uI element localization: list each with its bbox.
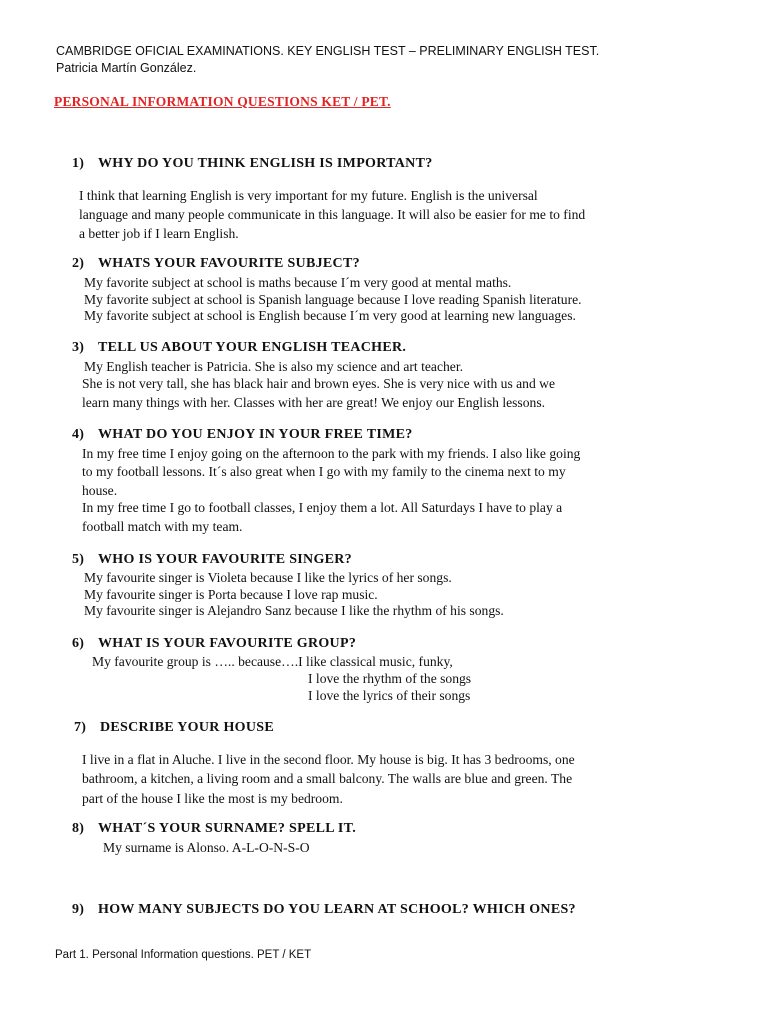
question-text: HOW MANY SUBJECTS DO YOU LEARN AT SCHOOL? WHICH ONES? — [98, 902, 576, 917]
question-6 — [72, 636, 356, 652]
question-text: WHY DO YOU THINK ENGLISH IS IMPORTANT? — [98, 156, 433, 171]
question-3 — [72, 340, 406, 356]
question-number: 8) — [72, 821, 85, 836]
answer-3-line-1: My English teacher is Patricia. She is also my science and art teacher. — [84, 359, 463, 374]
question-number: 5) — [72, 552, 85, 567]
question-text: WHAT DO YOU ENJOY IN YOUR FREE TIME? — [98, 427, 413, 442]
question-9 — [72, 902, 576, 918]
question-7 — [74, 720, 274, 736]
answer-7-line-2: bathroom, a kitchen, a living room and a small balcony. The walls are blue and green. The — [82, 771, 573, 786]
question-number: 4) — [72, 427, 85, 442]
question-text: WHATS YOUR FAVOURITE SUBJECT? — [98, 256, 360, 271]
question-number: 1) — [72, 156, 85, 171]
answer-6-line-3: I love the lyrics of their songs — [308, 688, 471, 703]
page-footer: Part 1. Personal Information questions. PET / KET — [55, 949, 312, 961]
question-number: 2) — [72, 256, 85, 271]
question-number: 7) — [74, 720, 87, 735]
question-2 — [72, 256, 360, 272]
answer-2-line-2: My favorite subject at school is Spanish language because I love reading Spanish literature. — [84, 292, 582, 307]
answer-3-line-3: learn many things with her. Classes with her are great! We enjoy our English lessons. — [82, 395, 546, 410]
question-text: WHAT´S YOUR SURNAME? SPELL IT. — [98, 821, 357, 836]
question-text: WHAT IS YOUR FAVOURITE GROUP? — [98, 636, 357, 651]
answer-5-line-2: My favourite singer is Porta because I love rap music. — [84, 587, 378, 602]
question-text: WHO IS YOUR FAVOURITE SINGER? — [98, 552, 352, 567]
answer-1-line-3: a better job if I learn English. — [79, 226, 239, 241]
question-text: DESCRIBE YOUR HOUSE — [100, 720, 274, 735]
question-text: TELL US ABOUT YOUR ENGLISH TEACHER. — [98, 340, 407, 355]
answer-1-line-1: I think that learning English is very important for my future. English is the universal — [79, 188, 538, 203]
question-number: 3) — [72, 340, 85, 355]
page-title: PERSONAL INFORMATION QUESTIONS KET / PET. — [54, 94, 391, 109]
question-8 — [72, 821, 356, 837]
question-4 — [72, 427, 413, 443]
answer-3-line-2: She is not very tall, she has black hair and brown eyes. She is very nice with us and we — [82, 376, 556, 391]
question-5 — [72, 552, 352, 568]
answer-4-line-3: house. — [82, 483, 118, 498]
question-number: 6) — [72, 636, 85, 651]
document-header-line-1: CAMBRIDGE OFICIAL EXAMINATIONS. KEY ENGLISH TEST – PRELIMINARY ENGLISH TEST. — [56, 44, 600, 58]
answer-8-line-1: My surname is Alonso. A-L-O-N-S-O — [103, 840, 310, 855]
answer-6-line-2: I love the rhythm of the songs — [308, 671, 472, 686]
answer-7-line-1: I live in a flat in Aluche. I live in the second floor. My house is big. It has 3 bedrooms, one — [82, 752, 575, 767]
answer-2-line-3: My favorite subject at school is English because I´m very good at learning new languages. — [84, 308, 576, 323]
answer-4-line-5: football match with my team. — [82, 519, 243, 534]
answer-4-line-1: In my free time I enjoy going on the afternoon to the park with my friends. I also like going — [82, 446, 581, 461]
answer-4-line-4: In my free time I go to football classes, I enjoy them a lot. All Saturdays I have to play a — [82, 500, 563, 515]
document-author: Patricia Martín González. — [56, 61, 197, 75]
answer-2-line-1: My favorite subject at school is maths because I´m very good at mental maths. — [84, 275, 512, 290]
answer-7-line-3: part of the house I like the most is my bedroom. — [82, 791, 343, 806]
answer-1-line-2: language and many people communicate in this language. It will also be easier for me to find — [79, 207, 586, 222]
answer-5-line-3: My favourite singer is Alejandro Sanz because I like the rhythm of his songs. — [84, 603, 504, 618]
answer-5-line-1: My favourite singer is Violeta because I like the lyrics of her songs. — [84, 570, 452, 585]
question-1 — [72, 156, 433, 172]
question-number: 9) — [72, 902, 85, 917]
answer-6-line-1: My favourite group is ….. because….I like classical music, funky, — [92, 654, 453, 669]
answer-4-line-2: to my football lessons. It´s also great when I go with my family to the cinema next to my — [82, 464, 566, 479]
